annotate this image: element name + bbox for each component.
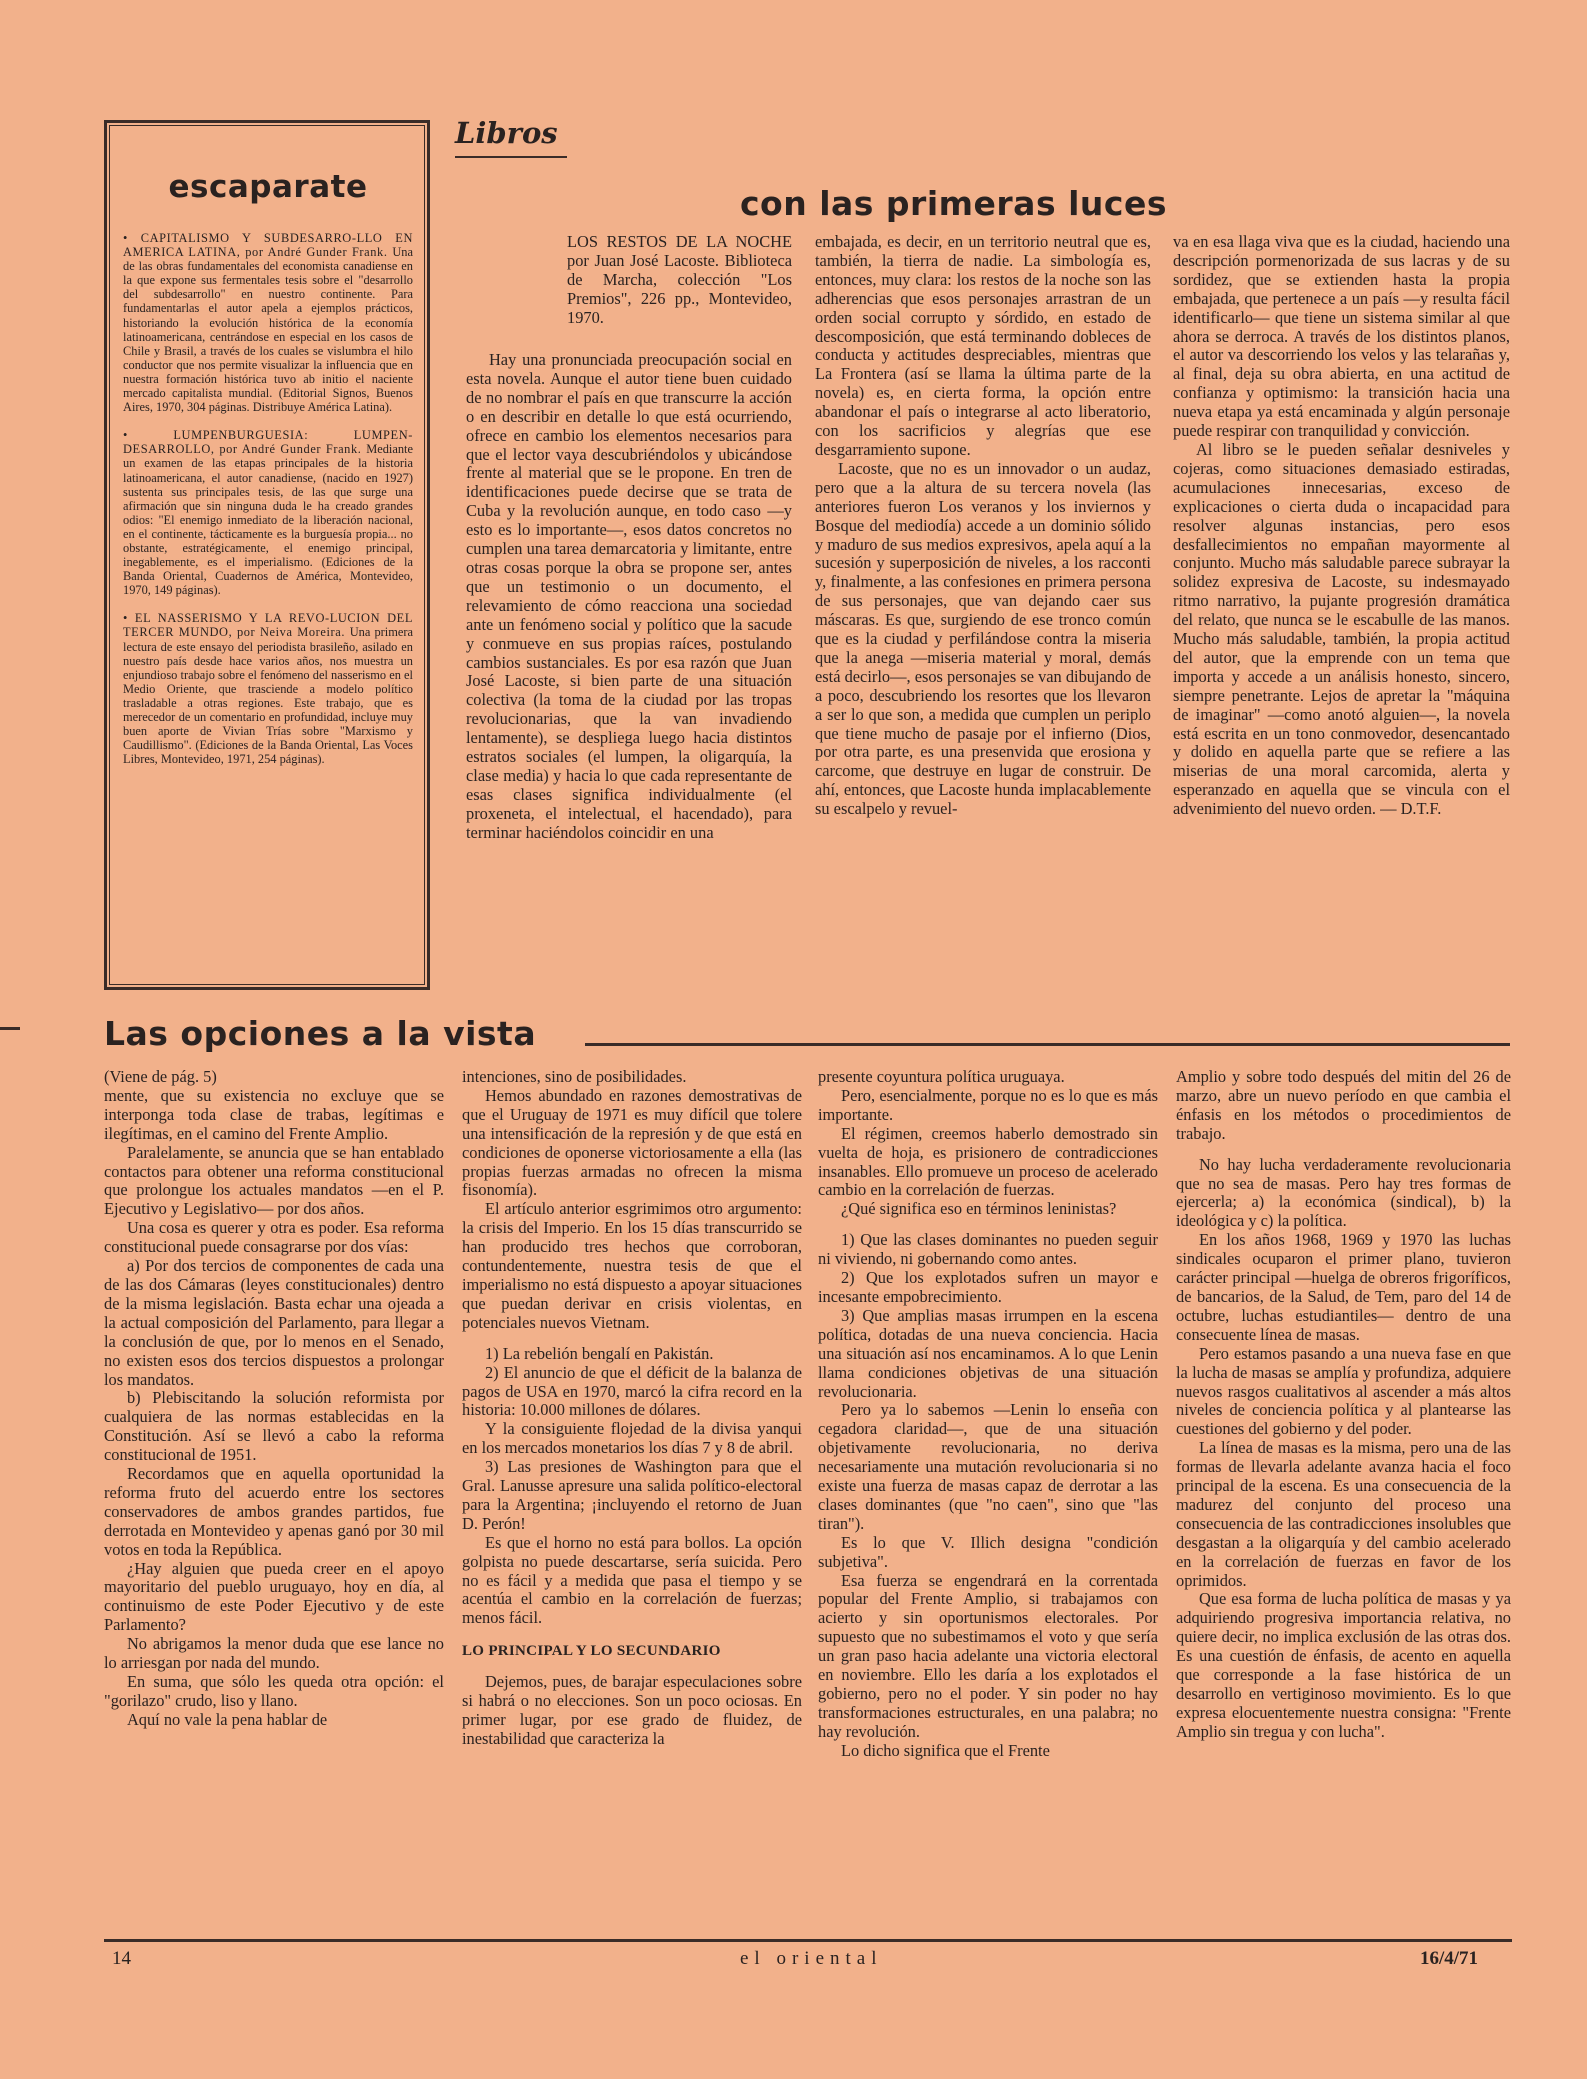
paragraph: va en esa llaga viva que es la ciudad, haciendo una descripción pormenorizada de sus lacras y de su sordidez, que se extienden hasta la propia embajada, que pertenece a un país —y resulta fácil identificarlo— que tiene un sistema similar al que ahora se derroca. A través de los distintos planos, el autor va descorriendo los velos y las telarañas y, al final, deja su obra abierta, en una actitud de confianza y optimismo: la transición hacia una nueva etapa ya está encaminada y algún personaje puede respirar con tranquilidad y convicción. — [1173, 233, 1510, 441]
paragraph: Lacoste, que no es un innovador o un audaz, pero que a la altura de su tercera novela (las anteriores fueron Los veranos y los inviernos y Bosque del mediodía) accede a un dominio sólido y maduro de sus medios expresivos, apela aquí a la sucesión y superposición de niveles, a los racconti y, finalmente, a las confesiones en primera persona de sus personajes, que van dejando caer sus máscaras. Es que, surgiendo de ese tronco común que es la ciudad y perfilándose contra la miseria que la anega —miseria material y moral, demás está decirlo—, esos personajes se van dibujando de a poco, descubriendo los resortes que los llevaron a ser lo que son, a medida que cumplen un periplo que tiene mucho de pasaje por el infierno (Dios, por otra parte, es una presenvida que erosiona y carcome, que destruye en lugar de construir. De ahí, entonces, que Lacoste hunda implacablemente su escalpelo y revuel- — [815, 458, 1151, 819]
books-column-2 — [815, 233, 1151, 996]
paragraph: intenciones, sino de posibilidades. — [462, 1068, 687, 1086]
paragraph: 1) La rebelión bengalí en Pakistán. — [484, 1343, 714, 1363]
opciones-headline: Las opciones a la vista — [104, 1014, 537, 1053]
section-underline — [455, 156, 567, 158]
sidebar-entry-title: • LUMPENBURGUESIA: LUMPEN-DESARROLLO, por André Gunder Frank. — [123, 428, 413, 457]
sidebar-entry-title: • CAPITALISMO Y SUBDESARRO-LLO EN AMERICA LATINA, por André Gunder Frank. — [123, 231, 413, 260]
paragraph: No abrigamos la menor duda que ese lance no lo arriesgan por nada del mundo. — [104, 1634, 444, 1673]
paragraph: a) Por dos tercios de componentes de cada una de las dos Cámaras (leyes constitucionales) dentro de la misma legislación. Basta echar una ojeada a la actual composición del Parlamento, para llegar a la conclusión de que, por lo menos en el Senado, no existen esos dos tercios dispuestos a prolongar los mandatos. — [104, 1256, 444, 1389]
sidebar-title: escaparate — [168, 169, 368, 205]
paragraph: Dejemos, pues, de barajar especulaciones sobre si habrá o no elecciones. Son un poco ociosas. En primer lugar, por ese grado de fluidez, de inestabilidad que caracteriza la — [462, 1672, 802, 1748]
paragraph: embajada, es decir, en un territorio neutral que es, también, la tierra de nadie. La simbología es, entonces, muy clara: los restos de la noche son las adherencias que esos personajes arrastran de un orden social corrupto y sórdido, en estado de descomposición, que está terminando dobleces de conducta y actitudes despreciables, mientras que La Frontera (así se llama la última parte de la novela) es, en cierta forma, la opción entre abandonar el país o integrarse al acto liberatorio, con los sacrificios y alegrías que ese desgarramiento supone. — [815, 233, 1151, 459]
books-column-3 — [1173, 233, 1510, 996]
paragraph: Aquí no vale la pena hablar de — [126, 1709, 328, 1729]
paragraph: Paralelamente, se anuncia que se han entablado contactos para obtener una reforma constitucional que prolongue los actuales mandatos —en el P. Ejecutivo y Legislativo— por dos años. — [104, 1142, 444, 1219]
edge-mark — [0, 1027, 20, 1030]
paragraph: El artículo anterior esgrimimos otro argumento: la crisis del Imperio. En los 15 días transcurrido se han producido tres hechos que corroboran, contundentemente, nuestra tesis de que el imperialismo no está dispuesto a apoyar situaciones que puedan derivar en crisis violentas, en potenciales nuevos Vietnam. — [462, 1199, 802, 1332]
paragraph: Una cosa es querer y otra es poder. Esa reforma constitucional puede consagrarse por dos vías: — [104, 1218, 444, 1257]
opciones-column-1 — [104, 1068, 444, 1920]
book-reference: LOS RESTOS DE LA NOCHE por Juan José Lacoste. Biblioteca de Marcha, colección "Los Premios", 226 pp., Montevideo, 1970. — [567, 233, 792, 327]
sidebar-entry — [123, 428, 413, 597]
section-label: Libros — [455, 116, 558, 150]
paragraph: En los años 1968, 1969 y 1970 las luchas sindicales ocuparon el primer plano, tuvieron carácter principal —huelga de obreros frigoríficos, de bancarios, de la Salud, de Tem, paro del 14 de octubre, luchas estudiantiles— dentro de una consecuente línea de masas. — [1176, 1230, 1511, 1344]
issue-date: 16/4/71 — [1420, 1948, 1479, 1969]
paragraph: Es que el horno no está para bollos. La opción golpista no puede descartarse, sería suicida. Pero no es fácil y a medida que pasa el tiempo y se acentúa el cambio en la correlación de fuerzas; menos fácil. — [462, 1532, 802, 1628]
paragraph: presente coyuntura política uruguaya. — [818, 1068, 1065, 1086]
sidebar-list — [123, 231, 413, 766]
paragraph: ¿Hay alguien que pueda creer en el apoyo mayoritario del pueblo uruguayo, hoy en día, al continuismo de este Poder Ejecutivo y de este Parlamento? — [104, 1558, 444, 1635]
paragraph: Es lo que V. Illich designa "condición subjetiva". — [818, 1532, 1158, 1571]
paragraph: Pero ya lo sabemos —Lenin lo enseña con cegadora claridad—, que de una situación objetivamente revolucionaria, no deriva necesariamente una mutación revolucionaria si no existe una fuerza de masas capaz de derrotar a las clases dominantes (que "no caen", sino que "las tiran"). — [818, 1400, 1158, 1533]
footer-rule — [104, 1939, 1512, 1942]
paragraph: Hay una pronunciada preocupación social en esta novela. Aunque el autor tiene buen cuidado de no nombrar el país en que transcurre la acción o en describir en detalle lo que está ocurriendo, ofrece en cambio los elementos necesarios para que el lector vaya descubriéndolos y ubicándose frente al material que se le propone. En tren de identificaciones puede decirse que se trata de Cuba y la revolución aunque, en todo caso —y esto es lo importante—, esos datos concretos no cumplen una tarea demarcatoria y limitante, entre otras cosas porque la obra se propone ser, antes que un testimonio o un documento, el relevamiento de cómo reacciona una sociedad ante un fenómeno social y político que la sacude y conmueve en sus propias raíces, postulando cambios sustanciales. Es por esa razón que Juan José Lacoste, si bien parte de una situación colectiva (la toma de la ciudad por las tropas revolucionarias, que la van invadiendo lentamente), se despliega luego hacia distintos estratos sociales (el lumpen, la oligarquía, la clase media) y hacia lo que cada representante de esas clases significa individualmente (el proxeneta, el intelectual, el hacendado), para terminar haciéndolos coincidir en una — [466, 351, 792, 842]
paragraph: (Viene de pág. 5) — [104, 1068, 217, 1086]
paragraph: ¿Qué significa eso en términos leninistas? — [840, 1199, 1117, 1219]
paragraph: 2) Que los explotados sufren un mayor e incesante empobrecimiento. — [818, 1268, 1158, 1306]
paragraph: 2) El anuncio de que el déficit de la balanza de pagos de USA en 1970, marcó la cifra record en la historia: 10.000 millones de dólares. — [462, 1362, 802, 1420]
opciones-column-2 — [462, 1068, 802, 1920]
paragraph: No hay lucha verdaderamente revolucionaria que no sea de masas. Pero hay tres formas de ejercerla; a) la económica (sindical), b) la ideológica y c) la política. — [1176, 1154, 1511, 1231]
paragraph: 3) Las presiones de Washington para que el Gral. Lanusse apresure una salida político-electoral para la Argentina; ¡incluyendo el retorno de Juan D. Perón! — [462, 1457, 802, 1533]
headline-rule — [585, 1043, 1510, 1046]
opciones-column-3 — [818, 1068, 1158, 1920]
paragraph: Al libro se le pueden señalar desniveles y cojeras, como situaciones demasiado estiradas, acumulaciones innecesarias, exceso de explicaciones o cierta duda o incapacidad para resolver algunas instancias, pero esos desfallecimientos no empañan mayormente al conjunto. Mucho más saludable parece subrayar la solidez expresiva de Lacoste, su indesmayado ritmo narrativo, la pujante progresión dramática del relato, que nunca se le escabulle de las manos. Mucho más saludable, también, la propia actitud del autor, que la emprende con un tema que importa y accede a un análisis honesto, sincero, siempre penetrante. Lejos de apretar la "máquina de imaginar" —como anotó alguien—, la novela está escrita en un tono conmovedor, desencantado y dolido en aquella parte que se refiere a las miserias de una moral carcomida, alerta y esperanzado en aquella que se vincula con el advenimiento del nuevo orden. — D.T.F. — [1173, 439, 1510, 819]
escaparate-box — [104, 120, 430, 990]
paragraph: Hemos abundado en razones demostrativas de que el Uruguay de 1971 es muy difícil que tolere una intensificación de la represión y de que está en condiciones de oponerse victoriosamente a ella (las propias fuerzas armadas no ofrecen la misma fisonomía). — [462, 1085, 802, 1200]
opciones-column-4 — [1176, 1068, 1511, 1920]
sidebar-entry-title: • EL NASSERISMO Y LA REVO-LUCION DEL TERCER MUNDO, por Neiva Moreira. — [123, 611, 413, 640]
paragraph: Y la consiguiente flojedad de la divisa yanqui en los mercados monetarios los días 7 y 8 de abril. — [462, 1419, 802, 1458]
paragraph: Pero estamos pasando a una nueva fase en que la lucha de masas se amplía y profundiza, adquiere nuevos rasgos cualitativos al ascender a más altos niveles de conciencia política y al plantearse las cuestiones del gobierno y del poder. — [1176, 1343, 1511, 1439]
newspaper-name: el oriental — [740, 1948, 883, 1969]
sidebar-entry-text: Una primera lectura de este ensayo del periodista brasileño, asilado en nuestro país desde hace varios años, nos muestra un enjundioso trabajo sobre el fenómeno del nasserismo en el Medio Oriente, que trasciende a modelo político trasladable a otras regiones. Este trabajo, que es merecedor de un comentario en profundidad, incluye muy buen aporte de Vivian Trías sobre "Marxismo y Caudillismo". (Ediciones de la Banda Oriental, Las Voces Libres, Montevideo, 1971, 254 páginas). — [123, 625, 413, 767]
paragraph: b) Plebiscitando la solución reformista por cualquiera de las normas establecidas en la Constitución. Así se llevó a cabo la reforma constitucional de 1951. — [104, 1388, 444, 1465]
paragraph: Lo dicho significa que el Frente — [840, 1740, 1050, 1760]
paragraph: Esa fuerza se engendrará en la correntada popular del Frente Amplio, si trabajamos con acierto y sin oportunismos electorales. Por supuesto que no subestimamos el voto y que sería un gran paso hacia adelante una victoria electoral en noviembre. Ello les daría a los explotados el gobierno, pero no el poder. Y sin poder no hay transformaciones estructurales, en una palabra; no hay revolución. — [818, 1570, 1158, 1741]
sidebar-entry — [123, 231, 413, 414]
paragraph: En suma, que sólo les queda otra opción: el "gorilazo" crudo, liso y llano. — [104, 1672, 444, 1710]
books-column-1 — [466, 351, 792, 996]
sidebar-entry-text: Mediante un examen de las etapas principales de la historia latinoamericana, el autor canadiense, (nacido en 1927) sustenta sus principales tesis, de las que surge una afirmación que sin ninguna duda le ha creado grandes odios: "El enemigo inmediato de la liberación nacional, en el continente, tácticamente es la burguesía propia... no obstante, estratégicamente, el enemigo principal, inegablemente, es el imperialismo. (Ediciones de la Banda Oriental, Cuadernos de América, Montevideo, 1970, 149 páginas). — [123, 442, 413, 598]
paragraph: El régimen, creemos haberlo demostrado sin vuelta de hoja, es prisionero de contradicciones insanables. Ello promueve un proceso de acelerado cambio en la correlación de fuerzas. — [818, 1123, 1158, 1200]
paragraph: 3) Que amplias masas irrumpen en la escena política, dotadas de una nueva conciencia. Hacia una situación así nos encaminamos. A lo que Lenin llama condiciones objetivas de una situación revolucionaria. — [818, 1305, 1158, 1401]
sidebar-entry — [123, 611, 413, 766]
paragraph: Recordamos que en aquella oportunidad la reforma fruto del acuerdo entre los sectores conservadores de ambos grandes partidos, fue derrotada en Montevideo y apenas ganó por 30 mil votos en toda la República. — [104, 1464, 444, 1559]
paragraph: 1) Que las clases dominantes no pueden seguir ni viviendo, ni gobernando como antes. — [818, 1230, 1158, 1269]
paragraph: mente, que su existencia no excluye que se interponga toda clase de trabas, legítimas e ilegítimas, en el camino del Frente Amplio. — [104, 1085, 444, 1143]
page-number: 14 — [112, 1948, 131, 1969]
paragraph: Pero, esencialmente, porque no es lo que es más importante. — [818, 1085, 1158, 1124]
sidebar-entry-text: Una de las obras fundamentales del economista canadiense en la que expone sus fermentales tesis sobre el "desarrollo del subdesarrollo" en nuestro continente. Para fundamentarlas el autor apela a ejemplos prácticos, historiando la evolución histórica de la economía latinoamericana, centrándose en especial en los casos de Chile y Brasil, a través de los cuales se vislumbra el hilo conductor que nos permite visualizar la influencia que en nuestra formación histórica tuvo ab initio el naciente mercado capitalista mundial. (Editorial Signos, Buenos Aires, 1970, 304 páginas. Distribuye América Latina). — [123, 245, 413, 415]
subheading: LO PRINCIPAL Y LO SECUNDARIO — [462, 1643, 721, 1660]
paragraph: Amplio y sobre todo después del mitin del 26 de marzo, abre un nuevo período en que cambia el énfasis en los métodos o procedimientos de trabajo. — [1176, 1068, 1511, 1143]
paragraph: Que esa forma de lucha política de masas y ya adquiriendo progresiva importancia relativa, no quiere decir, no implica exclusión de las otras dos. Es una cuestión de énfasis, de acento en aquella que corresponde a la fase histórica de un desarrollo en vertiginoso movimiento. Es lo que expresa elocuentemente nuestra consigna: "Frente Amplio sin tregua y con lucha". — [1176, 1589, 1511, 1741]
books-headline: con las primeras luces — [740, 184, 1167, 223]
paragraph: La línea de masas es la misma, pero una de las formas de llevarla adelante avanza hacia el foco principal de la escena. Es una consecuencia de la madurez del conjunto del proceso una consecuencia de las contradicciones insolubles que desgastan a la oligarquía y del cambio acelerado en la correlación de fuerzas en favor de los oprimidos. — [1176, 1438, 1511, 1590]
